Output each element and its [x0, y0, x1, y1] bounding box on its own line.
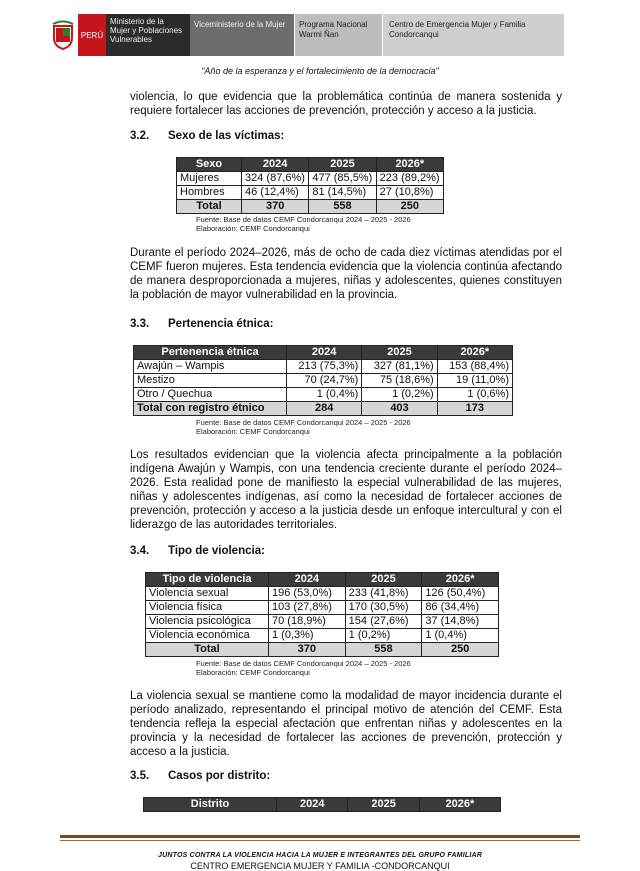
- table-cell: Total con registro étnico: [134, 402, 287, 416]
- table-district: [143, 797, 501, 812]
- table-cell: 324 (87,6%): [242, 172, 309, 186]
- table-cell: 103 (27,8%): [269, 601, 346, 615]
- table-cell: Hombres: [177, 186, 242, 200]
- table-sex: [176, 157, 444, 214]
- section-heading-sex: 3.2. Sexo de las víctimas:: [130, 130, 285, 142]
- table-header-row: [146, 573, 499, 587]
- table-cell: 558: [345, 643, 422, 657]
- table-cell: Violencia sexual: [146, 587, 269, 601]
- table-header: 2025: [348, 798, 419, 812]
- footer-slogan: JUNTOS CONTRA LA VIOLENCIA HACIA LA MUJER E INTEGRANTES DEL GRUPO FAMILIAR: [158, 852, 482, 859]
- table-source-note: Fuente: Base de datos CEMF Condorcanqui 2024 – 2025 - 2026 Elaboración: CEMF Condorcanqui: [196, 215, 411, 233]
- table-row: [134, 360, 513, 374]
- table-total-row: [177, 200, 444, 214]
- table-header: 2024: [242, 158, 309, 172]
- year-motto: "Año de la esperanza y el fortalecimiento de la democracia": [201, 66, 439, 76]
- table-cell: 1 (0,2%): [362, 388, 437, 402]
- header-banner: [48, 14, 564, 56]
- table-header: 2025: [362, 346, 437, 360]
- table-total-row: [134, 402, 513, 416]
- table-cell: 1 (0,4%): [422, 629, 499, 643]
- table-cell: Violencia psicológica: [146, 615, 269, 629]
- table-header: 2026*: [422, 573, 499, 587]
- table-header: Distrito: [144, 798, 277, 812]
- table-cell: 370: [242, 200, 309, 214]
- table-cell: 86 (34,4%): [422, 601, 499, 615]
- section-heading-district: 3.5. Casos por distrito:: [130, 770, 271, 782]
- footer-divider-thin: [60, 840, 580, 841]
- table-cell: 250: [422, 643, 499, 657]
- table-header-row: [177, 158, 444, 172]
- table-cell: 173: [437, 402, 512, 416]
- table-header-row: [134, 346, 513, 360]
- table-cell: 37 (14,8%): [422, 615, 499, 629]
- table-cell: 1 (0,4%): [287, 388, 362, 402]
- table-cell: Violencia económica: [146, 629, 269, 643]
- table-cell: 213 (75,3%): [287, 360, 362, 374]
- table-cell: Mujeres: [177, 172, 242, 186]
- section-heading-violence: 3.4. Tipo de violencia:: [130, 545, 265, 557]
- table-cell: 153 (88,4%): [437, 360, 512, 374]
- table-header: 2024: [269, 573, 346, 587]
- table-violence: [145, 572, 499, 657]
- table-cell: 370: [269, 643, 346, 657]
- table-cell: 46 (12,4%): [242, 186, 309, 200]
- table-cell: 223 (89,2%): [376, 172, 443, 186]
- table-header: 2026*: [419, 798, 500, 812]
- program-label: Programa Nacional Warmi Ñan: [294, 14, 382, 56]
- intro-paragraph: violencia, lo que evidencia que la problemática continúa de manera sostenida y requiere fortalecer las acciones de prevención, protección y acceso a la justicia.: [130, 91, 562, 117]
- table-cell: 403: [362, 402, 437, 416]
- coat-of-arms-icon: [48, 14, 78, 56]
- table-row: [177, 172, 444, 186]
- table-row: [146, 615, 499, 629]
- paragraph-violence: La violencia sexual se mantiene como la modalidad de mayor incidencia durante el período analizado, representando el principal motivo de atención del CEMF. Esta tendencia refleja la especial afectación que enfrentan niñas y adolescentes en la provincia y la necesidad de fortalecer las acciones de prevención, protección y acceso a la justicia.: [130, 690, 562, 758]
- footer-divider: [60, 835, 580, 838]
- table-cell: 558: [309, 200, 376, 214]
- table-cell: 27 (10,8%): [376, 186, 443, 200]
- table-row: [146, 587, 499, 601]
- table-header: 2025: [309, 158, 376, 172]
- table-header: 2025: [345, 573, 422, 587]
- table-cell: 1 (0,6%): [437, 388, 512, 402]
- table-row: [134, 388, 513, 402]
- table-row: [146, 629, 499, 643]
- table-cell: 19 (11,0%): [437, 374, 512, 388]
- table-cell: Mestizo: [134, 374, 287, 388]
- table-header: Tipo de violencia: [146, 573, 269, 587]
- viceministry-label: Viceministerio de la Mujer: [190, 14, 294, 56]
- table-cell: 170 (30,5%): [345, 601, 422, 615]
- table-cell: Total: [146, 643, 269, 657]
- table-header: 2024: [277, 798, 348, 812]
- table-cell: 154 (27,6%): [345, 615, 422, 629]
- section-heading-ethnic: 3.3. Pertenencia étnica:: [130, 318, 274, 330]
- table-cell: 233 (41,8%): [345, 587, 422, 601]
- table-cell: Violencia física: [146, 601, 269, 615]
- peru-label: PERÚ: [78, 14, 106, 56]
- center-label: Centro de Emergencia Mujer y Familia Condorcanqui: [382, 14, 564, 56]
- table-total-row: [146, 643, 499, 657]
- table-header: 2026*: [437, 346, 512, 360]
- table-cell: Otro / Quechua: [134, 388, 287, 402]
- paragraph-sex: Durante el período 2024–2026, más de ocho de cada diez víctimas atendidas por el CEMF fueron mujeres. Esta tendencia evidencia que la violencia continúa afectando de manera desproporcionada a mujeres, niñas y adolescentes, quienes constituyen la población de mayor vulnerabilidad en la provincia.: [130, 247, 562, 301]
- ministry-label: Ministerio de la Mujer y Poblaciones Vulnerables: [106, 14, 190, 56]
- table-cell: 81 (14,5%): [309, 186, 376, 200]
- table-cell: Total: [177, 200, 242, 214]
- table-ethnic: [133, 345, 513, 416]
- table-source-note: Fuente: Base de datos CEMF Condorcanqui 2024 – 2025 - 2026 Elaboración: CEMF Condorcanqui: [196, 418, 411, 436]
- table-header-row: [144, 798, 501, 812]
- table-header: 2024: [287, 346, 362, 360]
- table-cell: 477 (85,5%): [309, 172, 376, 186]
- footer-center-name: CENTRO EMERGENCIA MUJER Y FAMILIA -CONDORCANQUI: [190, 861, 450, 871]
- table-cell: 70 (18,9%): [269, 615, 346, 629]
- table-cell: 70 (24,7%): [287, 374, 362, 388]
- table-cell: Awajún – Wampis: [134, 360, 287, 374]
- table-row: [146, 601, 499, 615]
- table-cell: 75 (18,6%): [362, 374, 437, 388]
- table-cell: 284: [287, 402, 362, 416]
- table-source-note: Fuente: Base de datos CEMF Condorcanqui 2024 – 2025 - 2026 Elaboración: CEMF Condorcanqui: [196, 659, 411, 677]
- table-cell: 327 (81,1%): [362, 360, 437, 374]
- table-cell: 1 (0,2%): [345, 629, 422, 643]
- table-row: [134, 374, 513, 388]
- table-cell: 1 (0,3%): [269, 629, 346, 643]
- paragraph-ethnic: Los resultados evidencian que la violencia afecta principalmente a la población indígena Awajún y Wampis, con una tendencia creciente durante el período 2024–2026. Esta realidad pone de manifiesto la especial vulnerabilidad de las mujeres, niñas y adolescentes indígenas, así como la necesidad de fortalecer acciones de prevención, protección y acceso a la justicia desde un enfoque intercultural y con el liderazgo de las autoridades territoriales.: [130, 449, 562, 531]
- table-row: [177, 186, 444, 200]
- table-cell: 196 (53,0%): [269, 587, 346, 601]
- table-cell: 126 (50,4%): [422, 587, 499, 601]
- table-header: 2026*: [376, 158, 443, 172]
- table-cell: 250: [376, 200, 443, 214]
- table-header: Pertenencia étnica: [134, 346, 287, 360]
- table-header: Sexo: [177, 158, 242, 172]
